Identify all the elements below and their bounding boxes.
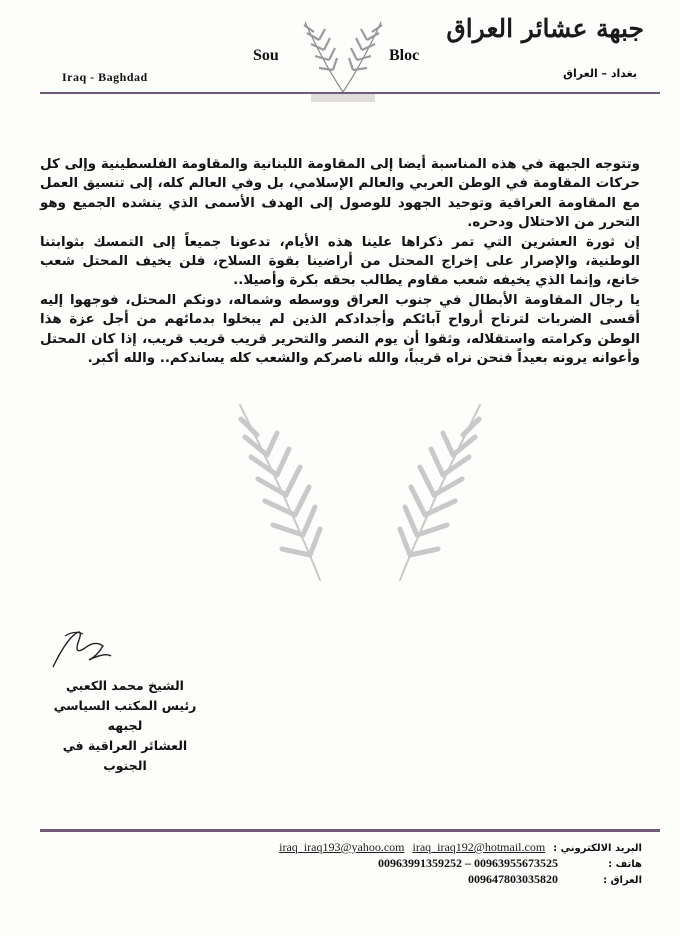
email-label: البريد الالكتروني :: [553, 843, 642, 854]
logo-text-left: Sou: [253, 47, 279, 64]
footer-contact: [262, 840, 642, 887]
location-arabic: بغداد – العراق: [563, 67, 637, 80]
paragraph-3: يا رجال المقاومة الأبطال في جنوب العراق ووسطه وشماله، دونكم المحتل، فوجهوا إليه أقسى الضربات لترتاح أرواح آبائكم وأجدادكم الذين لم يبخلوا بدمائهم من أجل عزة هذا الوطن وكرامته واستقلاله، وثقوا أن يوم النصر والتحرير قريب قريب قريب، إذا كان المحتل وأعوانه يرونه بعيداً فنحن نراه قريباً، والله ناصركم والشعب كله يساندكم.. والله أكبر.: [40, 292, 640, 367]
palm-watermark-icon: [200, 395, 520, 585]
signature-block: [40, 676, 210, 776]
email-link-hotmail[interactable]: iraq_iraq192@hotmail.com: [412, 840, 546, 854]
signer-name: الشيخ محمد الكعبي: [66, 678, 184, 693]
letter-body: [40, 155, 640, 368]
phone-numbers: 00963991359252 – 00963955673525: [378, 856, 558, 870]
organization-name: جبهة عشائر العراق: [446, 14, 644, 43]
iraq-phone-number: 009647803035820: [468, 872, 558, 886]
logo-text-right: Bloc: [389, 47, 420, 64]
signer-title-line-2: العشائر العراقية في الجنوب: [62, 738, 188, 773]
paragraph-1: وتتوجه الجبهة في هذه المناسبة أيضا إلى المقاومة اللبنانية والمقاومة الفلسطينية وإلى كل حركات المقاومة في الوطن العربي والعالم الإسلامي، بل وفي العالم كله، إلى تنسيق العمل مع المقاومة العراقية وتوحيد الجهود للوصول إلى الهدف الأسمى الذي ينشده الجميع وهو التحرر من الاحتلال ودحره.: [40, 157, 640, 231]
email-link-yahoo[interactable]: iraq_iraq193@yahoo.com: [279, 840, 405, 854]
paragraph-2: إن ثورة العشرين التي تمر ذكراها علينا هذه الأيام، تدعونا جميعاً إلى التمسك بثوابتنا الوطنية، والإصرار على إخراج المحتل من أراضينا بقوة السلاح، فلن يخيف المحتل شعب خانع، وإنما الذي يخيفه شعب مقاوم يطالب بحقه بكرة وأصيلا..: [40, 234, 640, 289]
header-divider: [40, 92, 660, 94]
handwritten-signature: [45, 622, 115, 677]
palm-fronds-logo-icon: [293, 12, 393, 104]
iraq-phone-label: العراق :: [603, 875, 642, 886]
phone-label: هاتف :: [608, 859, 642, 870]
location-english: Iraq - Baghdad: [62, 70, 148, 84]
signer-title-line-1: رئيس المكتب السياسي لجبهه: [53, 698, 197, 733]
footer-divider: [40, 829, 660, 832]
